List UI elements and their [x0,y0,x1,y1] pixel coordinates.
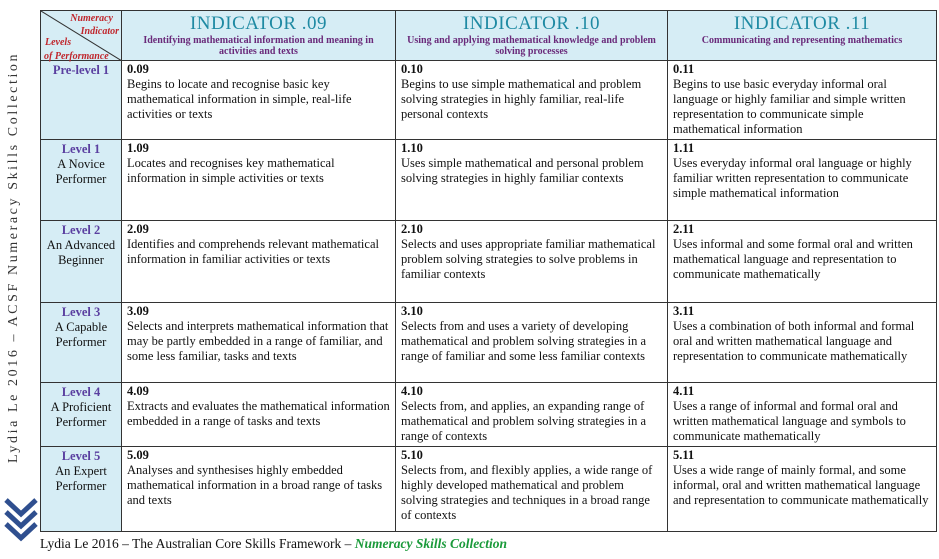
indicator-code: 2.11 [673,222,695,236]
chevron-down-icon [2,496,40,542]
indicator-code: 1.10 [401,141,423,155]
indicator-cell [668,383,937,447]
indicator-description: Extracts and evaluates the mathematical information embedded in a range of tasks and texts [127,399,390,428]
indicator-description: Begins to locate and recognise basic key mathematical information in simple, real-life activities or texts [127,77,352,121]
level-name: Level 5 [61,449,101,463]
indicator-description: Begins to use basic everyday informal oral language or highly familiar and simple written representation to communicate simple mathematical information [673,77,906,136]
level-name: Level 4 [61,385,101,399]
footer-prefix: Lydia Le 2016 – The Australian Core Skills Framework – [40,536,355,551]
indicator-description: Uses informal and some formal oral and written mathematical language and representation to communicate mathematically [673,237,913,281]
indicator-code: 4.10 [401,384,423,398]
level-description: A Capable Performer [54,320,108,349]
indicator-cell [668,221,937,303]
indicator-cell [668,61,937,140]
indicator-header-10 [396,11,668,61]
indicator-code: 4.09 [127,384,149,398]
indicator-description: Selects from, and flexibly applies, a wide range of highly developed mathematical and problem solving strategies and techniques in a broad range of contexts [401,463,653,522]
table-row [41,383,937,447]
level-cell [41,221,122,303]
indicator-description: Analyses and synthesises highly embedded mathematical information in a broad range of tasks and texts [127,463,383,507]
indicator-subtitle: Identifying mathematical information and meaning in activities and texts [143,35,374,57]
indicator-code: 5.11 [673,448,695,462]
indicator-cell [122,140,396,221]
indicator-description: Selects from and uses a variety of developing mathematical and problem solving strategies in a range of familiar and some less familiar contexts [401,319,647,363]
indicator-title: INDICATOR .11 [733,13,871,34]
side-caption: Lydia Le 2016 – ACSF Numeracy Skills Collection [6,51,21,463]
footer-highlight: Numeracy Skills Collection [354,536,507,551]
acsf-indicator-table [40,10,937,532]
indicator-cell [122,383,396,447]
level-cell [41,61,122,140]
indicator-cell [396,447,668,532]
indicator-description: Uses everyday informal oral language or highly familiar written representation to communicate simple mathematical information [673,156,912,200]
indicator-description: Uses simple mathematical and personal problem solving strategies in highly familiar contexts [401,156,644,185]
indicator-code: 0.10 [401,62,423,76]
table-row [41,140,937,221]
level-cell [41,383,122,447]
indicator-cell [668,140,937,221]
table-row [41,221,937,303]
level-cell [41,140,122,221]
indicator-description: Selects from, and applies, an expanding range of mathematical and problem solving strategies in a range of contexts [401,399,647,443]
level-name: Level 1 [61,142,101,156]
indicator-cell [122,447,396,532]
level-name: Pre-level 1 [52,63,110,77]
level-description: An Advanced Beginner [46,238,116,267]
indicator-code: 2.10 [401,222,423,236]
level-name: Level 2 [61,223,101,237]
indicator-code: 5.09 [127,448,149,462]
corner-indicator-label: Indicator [80,26,119,37]
indicator-cell [396,221,668,303]
indicator-cell [122,221,396,303]
indicator-code: 0.09 [127,62,149,76]
corner-numeracy-label: Numeracy [70,13,113,24]
indicator-cell [122,61,396,140]
corner-performance-label: of Performance [44,51,109,62]
indicator-description: Begins to use simple mathematical and problem solving strategies in highly familiar, real-life personal contexts [401,77,642,121]
level-cell [41,303,122,383]
indicator-header-11 [668,11,937,61]
indicator-subtitle: Using and applying mathematical knowledge and problem solving processes [407,35,656,57]
indicator-description: Uses a combination of both informal and formal oral and written mathematical language and representation to communicate mathematically [673,319,915,363]
table-row [41,447,937,532]
table-row [41,303,937,383]
indicator-code: 3.11 [673,304,695,318]
indicator-cell [396,140,668,221]
indicator-code: 2.09 [127,222,149,236]
indicator-cell [396,61,668,140]
indicator-cell [396,303,668,383]
indicator-code: 1.11 [673,141,695,155]
indicator-header-09 [122,11,396,61]
indicator-description: Uses a range of informal and formal oral and written mathematical language and symbols to communicate mathematically [673,399,906,443]
indicator-description: Identifies and comprehends relevant mathematical information in familiar activities or texts [127,237,379,266]
indicator-code: 1.09 [127,141,149,155]
indicator-description: Uses a wide range of mainly formal, and some informal, oral and written mathematical language and representation to communicate mathematically [673,463,929,507]
level-description: A Novice Performer [55,157,107,186]
indicator-code: 0.11 [673,62,695,76]
indicator-title: INDICATOR .10 [462,13,601,34]
indicator-cell [122,303,396,383]
corner-header-cell [41,11,122,61]
level-description: A Proficient Performer [50,400,112,429]
indicator-subtitle: Communicating and representing mathematics [701,35,903,46]
table-row [41,61,937,140]
footer-caption [40,536,507,552]
indicator-description: Locates and recognises key mathematical information in simple activities or texts [127,156,335,185]
indicator-title: INDICATOR .09 [189,13,328,34]
indicator-code: 3.10 [401,304,423,318]
level-description: An Expert Performer [55,464,107,493]
indicator-description: Selects and uses appropriate familiar mathematical problem solving strategies to solve problems in familiar contexts [401,237,656,281]
indicator-code: 5.10 [401,448,423,462]
level-cell [41,447,122,532]
level-name: Level 3 [61,305,101,319]
corner-levels-label: Levels [45,37,72,48]
indicator-description: Selects and interprets mathematical information that may be partly embedded in a range of familiar, and some less familiar, tasks and texts [127,319,389,363]
indicator-cell [668,447,937,532]
indicator-cell [668,303,937,383]
indicator-code: 3.09 [127,304,149,318]
indicator-code: 4.11 [673,384,695,398]
indicator-cell [396,383,668,447]
